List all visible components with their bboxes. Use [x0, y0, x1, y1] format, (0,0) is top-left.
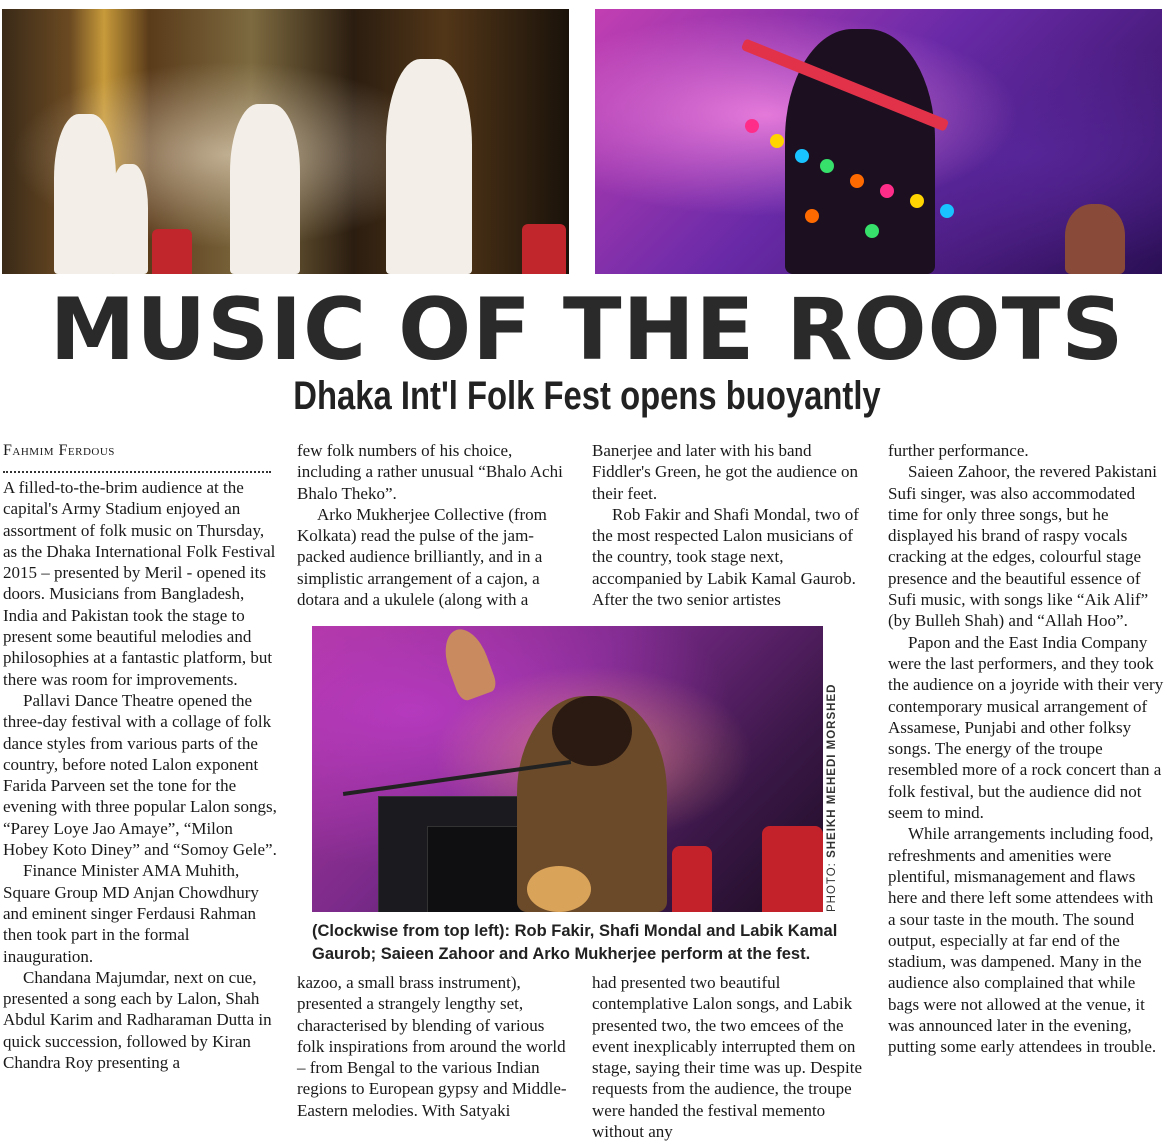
performer-figure: [54, 114, 116, 274]
tassel: [820, 159, 834, 173]
paragraph: had presented two beautiful contemplative Lalon songs, and Labik presented two, the two emcees of the event inexplicably interrupted them on stage, saying their time was up. Despite requests from the audience, the troupe were handed the festival memento without any: [592, 973, 863, 1142]
paragraph: Arko Mukherjee Collective (from Kolkata) read the pulse of the jam-packed audience brilliantly, and in a simplistic arrangement of a cajon, a dotara and a ukulele (along with a: [297, 504, 547, 610]
raised-hand: [437, 626, 499, 703]
article-column-4: [888, 440, 1164, 1058]
paragraph: Banerjee and later with his band Fiddler's Green, he got the audience on their feet.: [592, 441, 859, 503]
ukulele: [527, 866, 591, 912]
article-column-2-top: [297, 440, 569, 610]
tassel: [880, 184, 894, 198]
photo-caption: (Clockwise from top left): Rob Fakir, Shafi Mondal and Labik Kamal Gaurob; Saieen Zahoor and Arko Mukherjee perform at the fest.: [312, 922, 838, 963]
photo-credit-text: [826, 684, 838, 912]
byline-divider: [3, 461, 271, 473]
stage-chair: [762, 826, 823, 912]
performer-figure: [386, 59, 472, 274]
photo-credit-prefix: PHOTO:: [826, 857, 838, 912]
performer-hair: [552, 696, 632, 766]
article-column-1: [3, 440, 278, 1073]
tassel: [770, 134, 784, 148]
paragraph: kazoo, a small brass instrument), presented a strangely lengthy set, characterised by blending of various folk inspirations from around the world – from Bengal to the various Indian regions to European gypsy and Middle-Eastern melodies. With Satyaki: [297, 973, 567, 1120]
photo-rob-fakir-shafi-mondal: [2, 9, 569, 274]
paragraph: A filled-to-the-brim audience at the capital's Army Stadium enjoyed an assortment of folk music on Thursday, as the Dhaka International Folk Festival 2015 – presented by Meril - opened its doors. Musicians from Bangladesh, India and Pakistan took the stage to present some beautiful melodies and philosophies at a fantastic platform, but there was room for improvements.: [3, 478, 276, 689]
paragraph: Finance Minister AMA Muhith, Square Group MD Anjan Chowdhury and eminent singer Ferdausi Rahman then took part in the formal inauguration.: [3, 861, 259, 966]
article-column-3-bottom: [592, 972, 864, 1142]
paragraph: few folk numbers of his choice, including a rather unusual “Bhalo Achi Bhalo Theko”.: [297, 441, 563, 503]
article-column-2-bottom: [297, 972, 569, 1121]
tassel: [795, 149, 809, 163]
headline: MUSIC OF THE ROOTS: [49, 280, 1125, 380]
subheadline: Dhaka Int'l Folk Fest opens buoyantly: [293, 374, 881, 418]
tassel: [910, 194, 924, 208]
photo-saieen-zahoor: [595, 9, 1162, 274]
photo-credit-name: SHEIKH MEHEDI MORSHED: [826, 683, 838, 858]
paragraph: Saieen Zahoor, the revered Pakistani Sufi singer, was also accommodated time for only three songs, but he displayed his brand of raspy vocals cracking at the edges, colourful stage presence and the beautiful essence of Sufi music, with songs like “Aik Alif” (by Bulleh Shah) and “Allah Hoo”.: [888, 462, 1158, 631]
stage-chair: [152, 229, 192, 274]
photo-arko-mukherjee: [312, 626, 823, 912]
byline: Fahmim Ferdous: [3, 442, 115, 459]
tassel: [805, 209, 819, 223]
tassel: [865, 224, 879, 238]
stage-chair: [522, 224, 566, 274]
performer-figure: [110, 164, 148, 274]
performer-figure: [230, 104, 300, 274]
paragraph: Papon and the East India Company were the last performers, and they took the audience on a joyride with their very contemporary musical arrangement of Assamese, Punjabi and other folksy songs. The energy of the troupe resembled more of a rock concert than a folk festival, but the audience did not seem to mind.: [888, 632, 1164, 823]
paragraph: Rob Fakir and Shafi Mondal, two of the most respected Lalon musicians of the country, took stage next, accompanied by Labik Kamal Gaurob. After the two senior artistes: [592, 504, 859, 610]
tassel: [850, 174, 864, 188]
paragraph: further performance.: [888, 441, 1029, 460]
paragraph: Pallavi Dance Theatre opened the three-day festival with a collage of folk dance styles from various parts of the country, before noted Lalon exponent Farida Parveen set the tone for the evening with three popular Lalon songs, “Parey Loye Jao Amaye”, “Milon Hobey Koto Diney” and “Somoy Gele”.: [3, 690, 277, 860]
stage-chair: [672, 846, 712, 912]
paragraph: While arrangements including food, refreshments and amenities were plentiful, mismanagement and flaws here and there left some attendees with a sour taste in the mouth. The sound output, especially at far end of the stadium, was dampened. Many in the audience also complained that while bags were not allowed at the venue, it was announced later in the evening, putting some early attendees in trouble.: [888, 824, 1157, 1057]
tassel: [940, 204, 954, 218]
article-column-3-top: [592, 440, 864, 610]
tassel: [745, 119, 759, 133]
paragraph: Chandana Majumdar, next on cue, presented a song each by Lalon, Shah Abdul Karim and Radharaman Dutta in quick succession, followed by Kiran Chandra Roy presenting a: [3, 967, 272, 1073]
performer-figure: [1065, 204, 1125, 274]
